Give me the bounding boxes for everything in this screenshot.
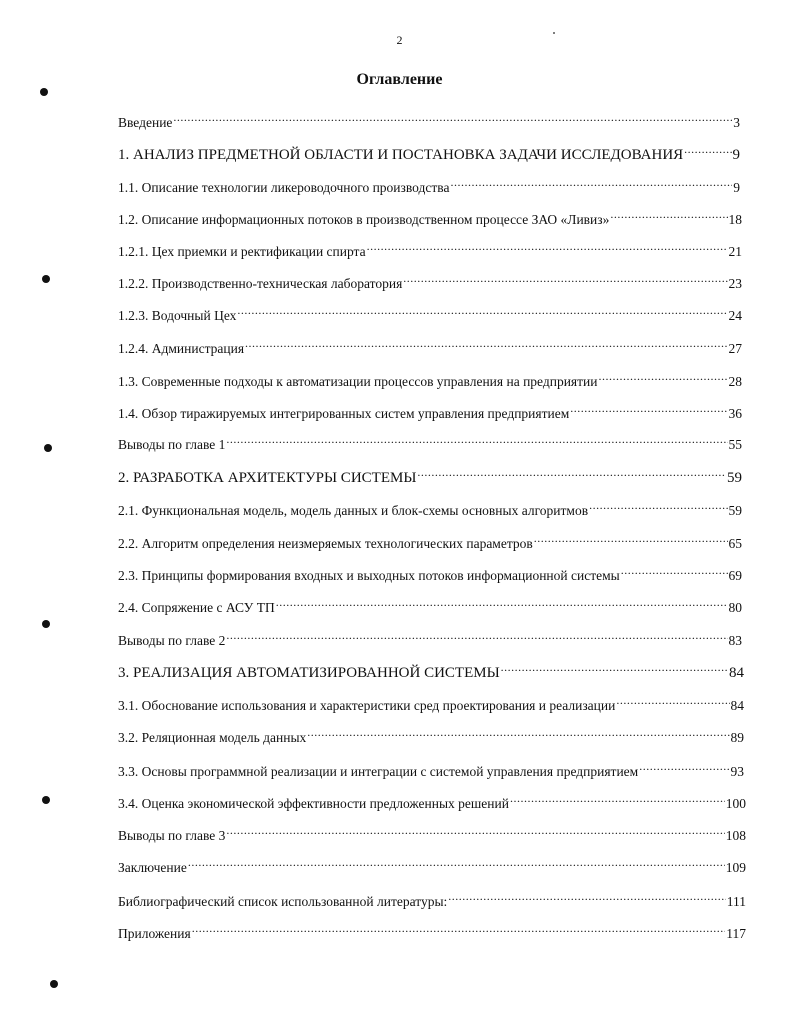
toc-dot-leader xyxy=(599,366,728,386)
toc-entry-page: 28 xyxy=(728,374,742,389)
toc-entry-label: 3.4. Оценка экономической эффективности предложенных решений xyxy=(118,796,509,811)
toc-dot-leader xyxy=(510,788,725,808)
toc-dot-leader xyxy=(448,886,725,906)
toc-entry-page: 83 xyxy=(728,633,742,648)
toc-entry-label: 1.3. Современные подходы к автоматизации процессов управления на предприятии xyxy=(118,374,598,389)
toc-entry[interactable] xyxy=(118,852,746,875)
toc-entry[interactable] xyxy=(118,172,740,195)
toc-entry-label: 1.2.2. Производственно-техническая лаборатория xyxy=(118,276,403,291)
toc-dot-leader xyxy=(245,333,727,353)
toc-dot-leader xyxy=(307,722,729,742)
toc-entry[interactable] xyxy=(118,398,742,421)
toc-entry-label: 1.2. Описание информационных потоков в производственном процессе ЗАО «Ливиз» xyxy=(118,212,610,227)
toc-dot-leader xyxy=(501,657,728,677)
page-number: 2 xyxy=(396,33,403,47)
toc-entry-page: 111 xyxy=(726,894,746,909)
toc-entry-label: Введение xyxy=(118,115,173,130)
toc-entry-label: 2.3. Принципы формирования входных и выходных потоков информационной системы xyxy=(118,568,620,583)
toc-entry[interactable] xyxy=(118,107,740,130)
toc-entry-page: 9 xyxy=(732,147,740,163)
toc-entry-page: 9 xyxy=(733,180,740,195)
toc-entry[interactable] xyxy=(118,820,746,843)
toc-entry-label: 1.2.4. Администрация xyxy=(118,341,245,356)
toc-entry-label: 2.4. Сопряжение с АСУ ТП xyxy=(118,600,275,615)
toc-dot-leader xyxy=(226,429,727,449)
toc-entry-page: 55 xyxy=(728,437,742,452)
toc-entry-label: 1. АНАЛИЗ ПРЕДМЕТНОЙ ОБЛАСТИ И ПОСТАНОВКА ЗАДАЧИ ИССЛЕДОВАНИЯ xyxy=(118,147,684,163)
toc-entry[interactable] xyxy=(118,722,744,745)
toc-entry-label: Приложения xyxy=(118,926,191,941)
toc-entry-label: 1.1. Описание технологии ликероводочного производства xyxy=(118,180,450,195)
toc-dot-leader xyxy=(534,528,728,548)
toc-dot-leader xyxy=(639,756,729,776)
toc-entry[interactable] xyxy=(118,788,746,811)
toc-entry-label: 3.3. Основы программной реализации и интеграции с системой управления предприятием xyxy=(118,764,639,779)
toc-entry-page: 89 xyxy=(730,730,744,745)
toc-entry-label: 3.1. Обоснование использования и характеристики сред проектирования и реализации xyxy=(118,698,616,713)
toc-entry-label: Выводы по главе 3 xyxy=(118,828,226,843)
toc-dot-leader xyxy=(417,462,726,482)
toc-entry[interactable] xyxy=(118,560,742,583)
toc-entry-label: Выводы по главе 2 xyxy=(118,633,226,648)
toc-entry[interactable] xyxy=(118,268,742,291)
toc-entry-page: 3 xyxy=(733,115,740,130)
toc-dot-leader xyxy=(188,852,725,872)
toc-dot-leader xyxy=(621,560,728,580)
toc-entry-label: Выводы по главе 1 xyxy=(118,437,226,452)
toc-entry-page: 59 xyxy=(727,470,742,486)
toc-entry-label: 2.2. Алгоритм определения неизмеряемых технологических параметров xyxy=(118,536,533,551)
toc-entry[interactable] xyxy=(118,366,742,389)
toc-entry[interactable] xyxy=(118,495,742,518)
toc-entry-label: Заключение xyxy=(118,860,187,875)
toc-dot-leader xyxy=(276,592,728,612)
toc-dot-leader xyxy=(616,690,729,710)
toc-dot-leader xyxy=(610,204,727,224)
toc-entry[interactable] xyxy=(118,528,742,551)
toc-entry[interactable] xyxy=(118,300,742,323)
toc-dot-leader xyxy=(173,107,732,127)
toc-entry[interactable] xyxy=(118,429,742,452)
toc-dot-leader xyxy=(450,172,732,192)
toc-dot-leader xyxy=(684,139,731,159)
toc-entry-page: 18 xyxy=(728,212,742,227)
toc-dot-leader xyxy=(192,918,726,938)
toc-entry-label: 1.4. Обзор тиражируемых интегрированных систем управления предприятием xyxy=(118,406,570,421)
toc-entry-page: 27 xyxy=(728,341,742,356)
toc-entry[interactable] xyxy=(118,756,744,779)
toc-dot-leader xyxy=(589,495,727,515)
toc-entry-label: 2. РАЗРАБОТКА АРХИТЕКТУРЫ СИСТЕМЫ xyxy=(118,470,417,486)
toc-entry[interactable] xyxy=(118,886,746,909)
toc-entry-page: 24 xyxy=(728,308,742,323)
toc-dot-leader xyxy=(226,625,727,645)
toc-entry-page: 69 xyxy=(728,568,742,583)
toc-entry[interactable] xyxy=(118,204,742,227)
toc-entry-page: 80 xyxy=(728,600,742,615)
toc-dot-leader xyxy=(403,268,727,288)
toc-entry-label: 3.2. Реляционная модель данных xyxy=(118,730,307,745)
toc-entry-page: 36 xyxy=(728,406,742,421)
toc-entry[interactable] xyxy=(118,462,742,486)
toc-entry-page: 21 xyxy=(728,244,742,259)
toc-entry-page: 93 xyxy=(730,764,744,779)
toc-entry-page: 59 xyxy=(728,503,742,518)
toc-entry-label: 2.1. Функциональная модель, модель данных и блок-схемы основных алгоритмов xyxy=(118,503,589,518)
toc-dot-leader xyxy=(237,300,727,320)
toc-dot-leader xyxy=(570,398,727,418)
toc-entry[interactable] xyxy=(118,592,742,615)
toc-entry-page: 117 xyxy=(726,926,746,941)
toc-entry-label: Библиографический список использованной литературы: xyxy=(118,894,448,909)
toc-entry-label: 1.2.3. Водочный Цех xyxy=(118,308,237,323)
toc-entry-page: 84 xyxy=(729,665,744,681)
toc-entry-page: 84 xyxy=(730,698,744,713)
toc-entry-label: 3. РЕАЛИЗАЦИЯ АВТОМАТИЗИРОВАННОЙ СИСТЕМЫ xyxy=(118,665,500,681)
toc-entry[interactable] xyxy=(118,657,744,681)
toc-entry[interactable] xyxy=(118,918,746,941)
toc-entry-page: 108 xyxy=(725,828,746,843)
toc-dot-leader xyxy=(367,236,728,256)
toc-entry-page: 65 xyxy=(728,536,742,551)
toc-entry-page: 23 xyxy=(728,276,742,291)
toc-entry[interactable] xyxy=(118,625,742,648)
toc-entry[interactable] xyxy=(118,333,742,356)
toc-entry[interactable] xyxy=(118,139,740,163)
page-title: Оглавление xyxy=(356,71,443,88)
toc-entry[interactable] xyxy=(118,236,742,259)
toc-entry[interactable] xyxy=(118,690,744,713)
toc-entry-page: 109 xyxy=(725,860,746,875)
toc-dot-leader xyxy=(226,820,724,840)
toc-entry-page: 100 xyxy=(725,796,746,811)
toc-entry-label: 1.2.1. Цех приемки и ректификации спирта xyxy=(118,244,366,259)
